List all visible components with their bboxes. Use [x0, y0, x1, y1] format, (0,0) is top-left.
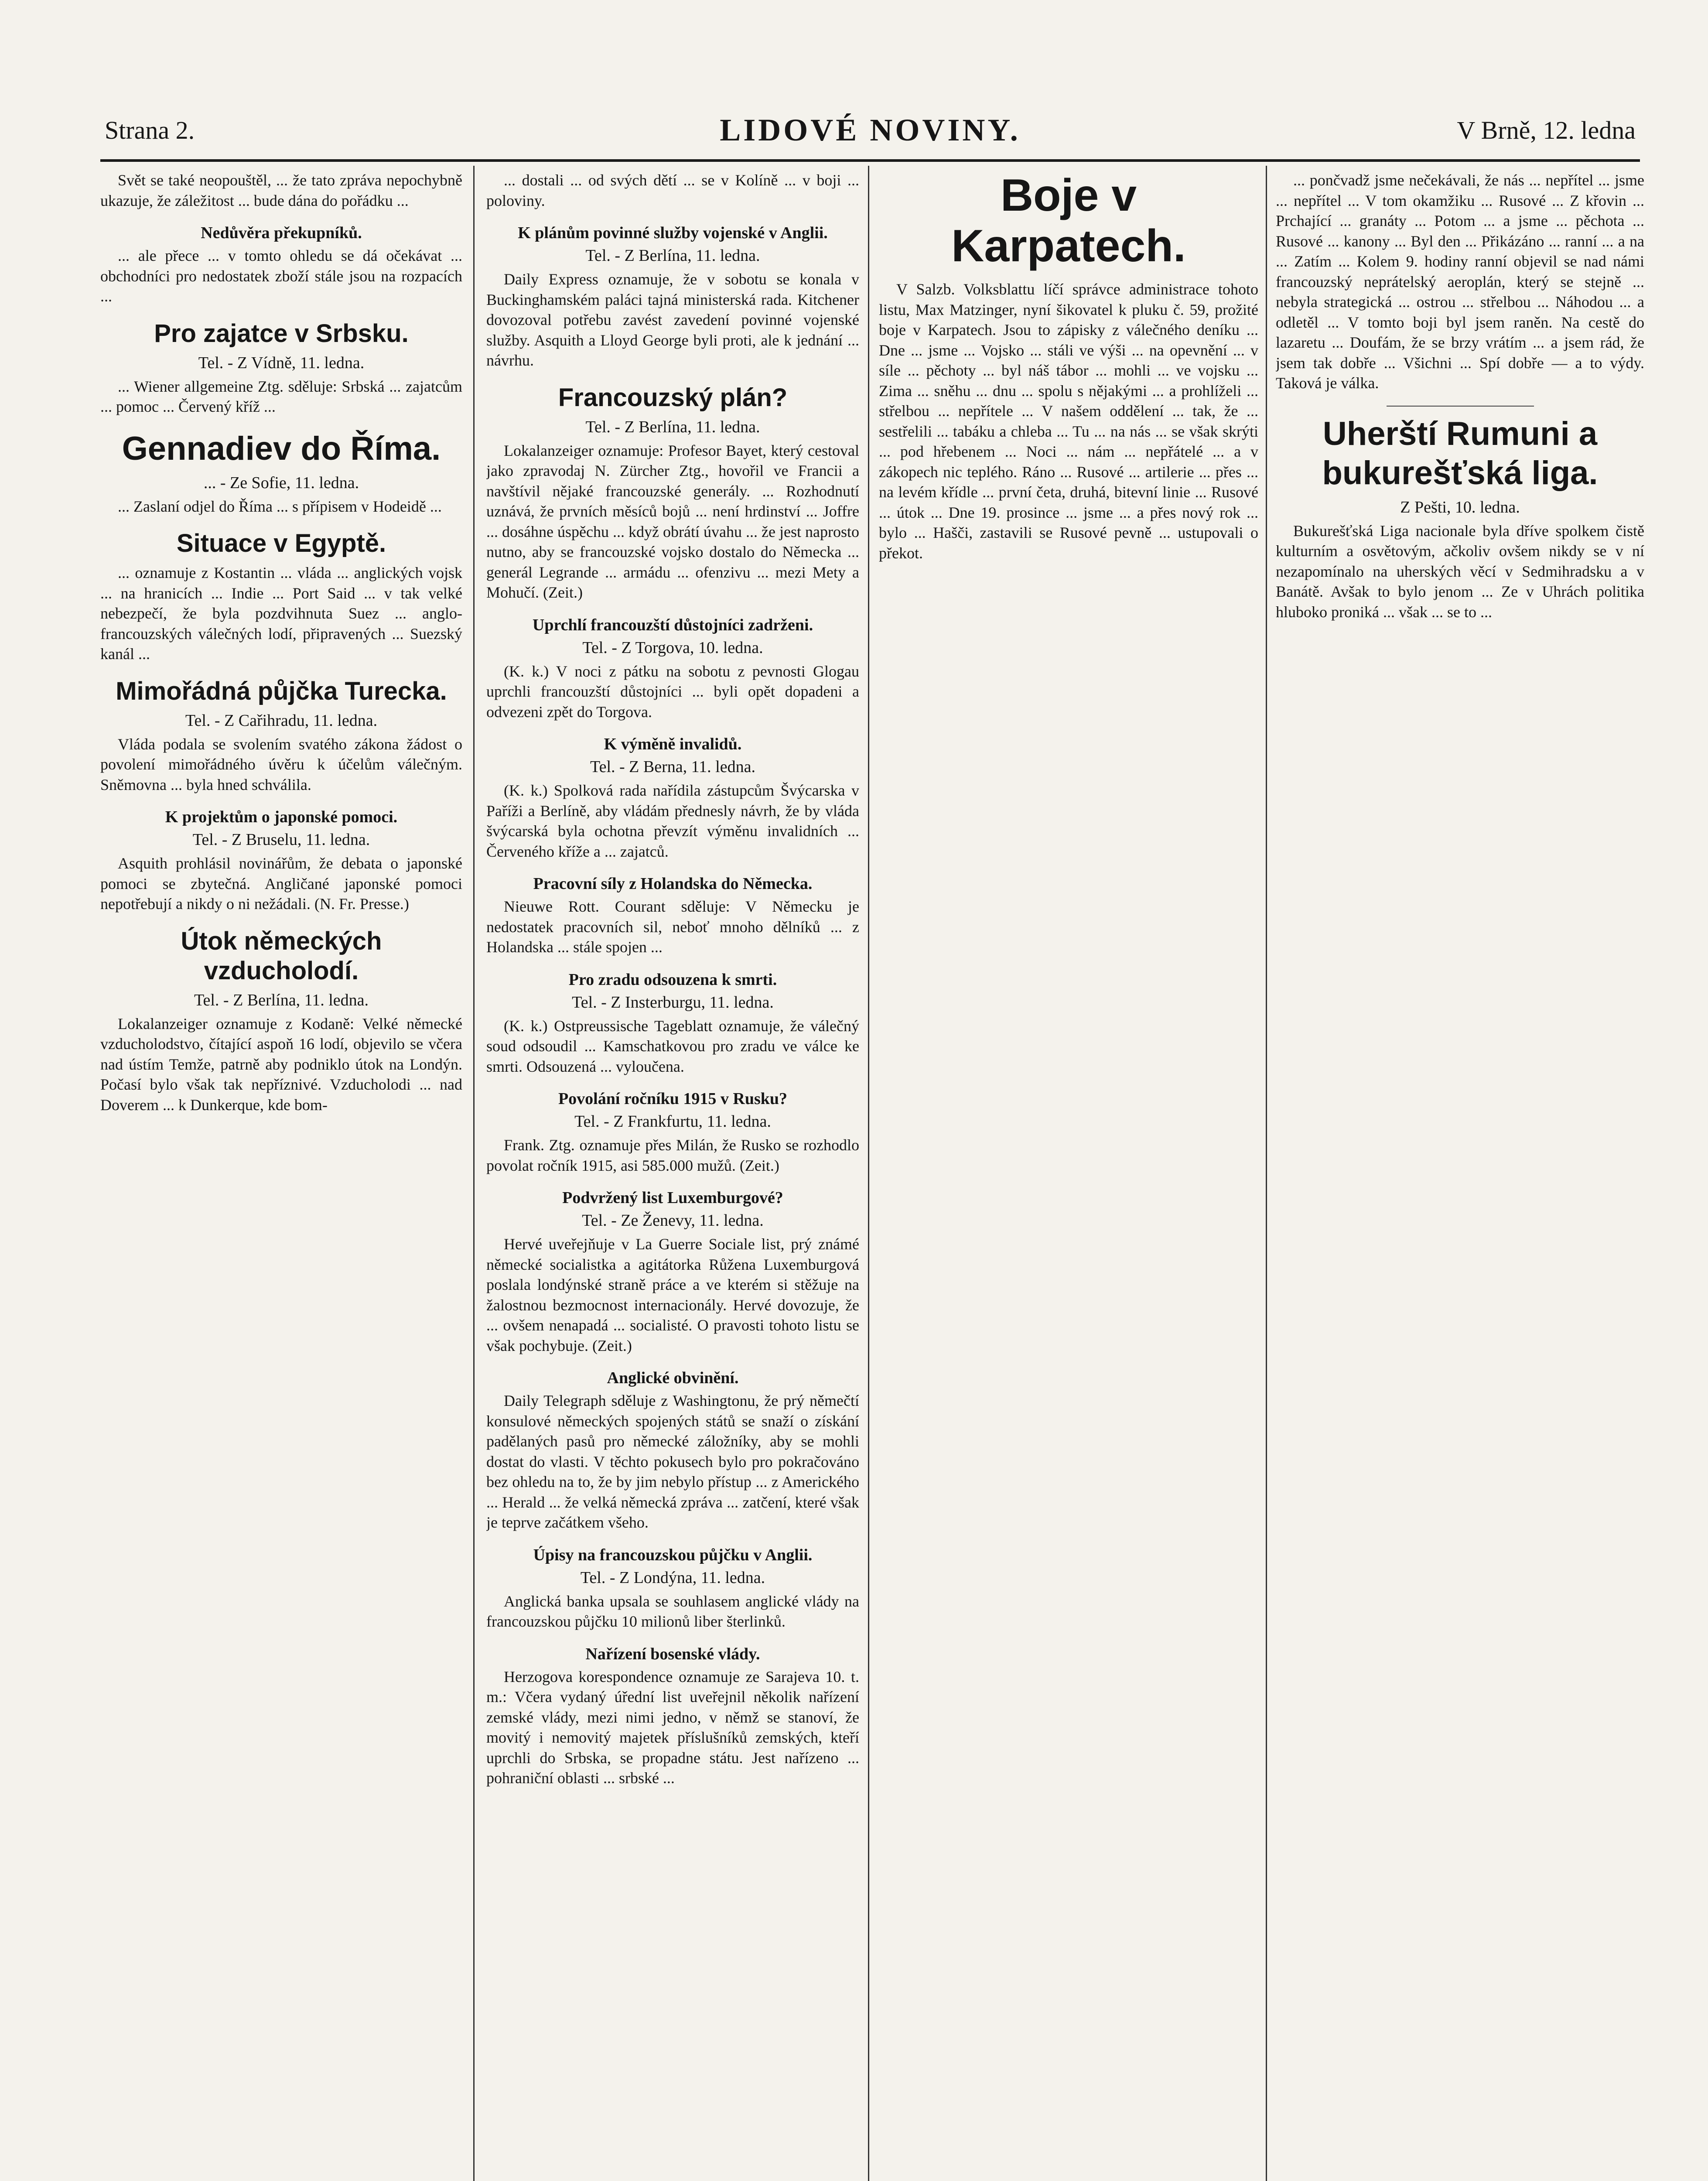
column-rule — [868, 166, 869, 2181]
dateline: Tel. - Z Berlína, 11. ledna. — [585, 246, 760, 265]
dateline: Tel. - Z Berna, 11. ledna. — [590, 758, 755, 776]
dateline: Tel. - Z Berlína, 11. ledna. — [585, 417, 760, 436]
article-body: ... dostali ... od svých dětí ... se v Kolíně ... v boji ... poloviny. — [486, 171, 859, 209]
article-title: Boje v Karpatech. — [951, 170, 1186, 271]
article-title: K projektům o japonské pomoci. — [165, 808, 398, 826]
article-title: Gennadiev do Říma. — [122, 430, 441, 467]
article-body: Svět se také neopouštěl, ... že tato zpráva nepochybně ukazuje, že záležitost ... bude dána do pořádku ... — [100, 171, 462, 209]
dateline: Tel. - Z Cařihradu, 11. ledna. — [185, 711, 378, 730]
article-body: ... ale přece ... v tomto ohledu se dá očekávat ... obchodníci pro nedostatek zboží stále jsou na rozpacích ... — [100, 247, 462, 305]
article-title: Uprchlí francouzští důstojníci zadrženi. — [532, 615, 813, 634]
article-body: Asquith prohlásil novinářům, že debata o japonské pomoci se zbytečná. Angličané japonské pomoci nepotřebují a nikdy o ni nežádali. (N. Fr. Presse.) — [100, 855, 462, 913]
article — [100, 677, 462, 795]
article-body: (K. k.) Spolková rada nařídila zástupcům Švýcarska v Paříži a Berlíně, aby vládám přednesly návrh, že by vláda švýcarská byla ochotna převzít výměnu invalidních ... Červeného kříže a ... zajatců. — [486, 782, 859, 860]
article-title: Nedůvěra překupníků. — [201, 224, 362, 242]
article — [486, 383, 859, 603]
article-title: Podvržený list Luxemburgové? — [562, 1189, 783, 1207]
article-body: Hervé uveřejňuje v La Guerre Sociale list, prý známé německé socialistka a agitátorka Růžena Luxemburgová poslala londýnské straně práce a ve kterém si stěžuje na žalostnou bezmocnost internacionály. Hervé dovozuje, že ... ovšem nenapadá ... socialisté. O pravosti tohoto listu se však pochybuje. (Zeit.) — [486, 1235, 859, 1354]
article — [100, 319, 462, 417]
article-title: K plánům povinné služby vojenské v Anglii. — [518, 224, 828, 242]
article — [100, 223, 462, 307]
article-body: Lokalanzeiger oznamuje z Kodaně: Velké německé vzducholodstvo, čítající aspoň 16 lodí, objevilo se včera nad ústím Temže, patrně aby podniklo útok na Londýn. Počasí bylo však tak nepříznivé. Vzducholodi ... nad Doverem ... k Dunkerque, kde bom- — [100, 1015, 462, 1114]
dateline: Tel. - Z Berlína, 11. ledna. — [194, 991, 369, 1009]
dateline: Z Pešti, 10. ledna. — [1400, 498, 1520, 516]
article — [100, 529, 462, 664]
article-body: Bukurešťská Liga nacionale byla dříve spolkem čistě kulturním a osvětovým, ačkoliv ovšem nikdy se v ní nezapomínalo na uherských věcí v Sedmihradsku a v Banátě. Avšak to bylo jenom ... Ze v Uhrách politika hluboko proniká ... však ... se to ... — [1276, 522, 1644, 621]
dateline: ... - Ze Sofie, 11. ledna. — [203, 473, 359, 492]
article-title: Francouzský plán? — [558, 383, 788, 412]
dateline: Tel. - Z Vídně, 11. ledna. — [198, 353, 365, 372]
article-body: ... Wiener allgemeine Ztg. sděluje: Srbská ... zajatcům ... pomoc ... Červený kříž ... — [100, 377, 462, 415]
dateline: Tel. - Z Frankfurtu, 11. ledna. — [574, 1112, 771, 1131]
article-body: Anglická banka upsala se souhlasem anglické vlády na francouzskou půjčku 10 milionů liber šterlinků. — [486, 1592, 859, 1630]
article — [486, 970, 859, 1077]
article-body: ... pončvadž jsme nečekávali, že nás ... nepřítel ... jsme ... nepřítel ... V tom okamžiku ... Rusové ... Z křovin ... Prchající ... granáty ... Potom ... a jsme ... pěchota ... Rusové ... kanony ... Byl den ... Přikázáno ... ranní ... a na ... Zatím ... Kolem 9. hodiny ranní objevil se nad námi francouzský neprátelský aeroplán, který se stejně ... nebyla strategická ... ostrou ... střelbou ... Náhodou ... a odletěl ... V tomto boji byl jsem raněn. Na cestě do lazaretu ... Doufám, že se brzy vrátím ... a jsem rád, že jsem tak dobře ... Všichni ... Spí dobře — a to výdy. Taková je válka. — [1276, 171, 1644, 392]
article — [100, 807, 462, 914]
article-body: Frank. Ztg. oznamuje přes Milán, že Rusko se rozhodlo povolat ročník 1915, asi 585.000 mužů. (Zeit.) — [486, 1136, 859, 1174]
article-title: Pro zradu odsouzena k smrti. — [568, 970, 777, 989]
dateline: Tel. - Z Insterburgu, 11. ledna. — [572, 993, 774, 1012]
article-body: ... oznamuje z Kostantin ... vláda ... anglických vojsk ... na hranicích ... Indie ... Port Said ... v tak velké nebezpečí, že byla pozdvihnuta Suez ... anglo-francouzských válečných lodí, připravených ... Suezský kanál ... — [100, 564, 462, 663]
article — [1276, 414, 1644, 622]
article — [486, 1188, 859, 1356]
article-body: (K. k.) V noci z pátku na sobotu z pevnosti Glogau uprchli francouzští důstojníci ... byli opět dopadeni a odvezeni zpět do Torgova. — [486, 662, 859, 721]
article-body: Nieuwe Rott. Courant sděluje: V Německu je nedostatek pracovních sil, neboť mnoho dělníků ... z Holandska ... stále spojen ... — [486, 898, 859, 956]
article-body: Daily Express oznamuje, že v sobotu se konala v Buckinghamském paláci tajná ministerská rada. Kitchener dovozoval potřebu zavést zavedení povinné vojenské služby. Asquith a Lloyd George byli proti, ale k jednání ... návrhu. — [486, 270, 859, 369]
article-title: Úpisy na francouzskou půjčku v Anglii. — [533, 1545, 813, 1564]
article-title: Nařízení bosenské vlády. — [585, 1644, 760, 1663]
column-rule — [473, 166, 475, 2181]
page-number: Strana 2. — [105, 116, 195, 144]
article-body: (K. k.) Ostpreussische Tageblatt oznamuje, že válečný soud odsoudil ... Kamschatkovou pro zradu ve válce ke smrti. Odsouzená ... vyloučena. — [486, 1017, 859, 1075]
article — [486, 1644, 859, 1788]
article — [486, 874, 859, 957]
column-4 — [1276, 170, 1644, 2181]
dateline: Tel. - Ze Ženevy, 11. ledna. — [582, 1211, 764, 1230]
article — [879, 170, 1258, 563]
article — [100, 926, 462, 1115]
article — [486, 734, 859, 861]
article-title: Útok německých vzducholodí. — [181, 926, 382, 985]
article — [486, 223, 859, 371]
article-title: Situace v Egyptě. — [176, 529, 386, 557]
article-body: V Salzb. Volksblattu líčí správce administrace tohoto listu, Max Matzinger, nyní šikovatel k pluku č. 59, prožité boje v Karpatech. Jsou to zápisky z válečného deníku ... Dne ... jsme ... Vojsko ... stáli ve výši ... na opevnění ... v síle ... pěchoty ... byl náš tábor ... mohli ... ve vojsku ... Zima ... sněhu ... dnu ... spolu s nějakými ... a prohlíželi ... střelbou ... nepřítele ... V našem oddělení ... tak, že ... sestřelili ... tabáku a chleba ... Tu ... na nás ... se však skrýti ... pod hřebenem ... Noci ... nám ... nepřátelé ... a v zákopech nic teplého. Ráno ... Rusové ... artilerie ... přes ... na levém křídle ... první četa, druhá, bitevní linie ... Rusové ... útok ... Dne 19. prosince ... jsme ... a přes nový rok ... bylo ... Hašči, zastavili se Rusové pevně ... ustupovali o překot. — [879, 280, 1258, 562]
article — [486, 1089, 859, 1176]
issue-date: V Brně, 12. ledna — [1457, 116, 1636, 144]
column-rule — [1266, 166, 1267, 2181]
divider — [1387, 406, 1534, 407]
article-title: Mimořádná půjčka Turecka. — [116, 677, 447, 705]
article-body: Herzogova korespondence oznamuje ze Sarajeva 10. t. m.: Včera vydaný úřední list uveřejnil několik nařízení zemské vlády, mezi nimi jedno, v němž se stanoví, že movitý i nemovitý majetek příslušníků zemských, kteří uprchli do Srbska, se propadne státu. Jest nařízeno ... pohraniční oblasti ... srbské ... — [486, 1668, 859, 1787]
article — [100, 170, 462, 211]
column-2 — [486, 170, 859, 2181]
article-title: Uherští Rumuni a bukurešťská liga. — [1322, 415, 1598, 492]
article-title: Anglické obvinění. — [607, 1369, 739, 1387]
masthead — [100, 107, 1640, 162]
article-body: Lokalanzeiger oznamuje: Profesor Bayet, který cestoval jako zpravodaj N. Zürcher Ztg., hovořil ve Francii a navštívil nějaké francouzské generály. ... Rozhodnutí uznává, že prvních měsíců bojů ... není hrdinství ... Joffre ... dosáhne úspěchu ... když obrátí úvahu ... že jest naprosto nutno, aby se francouzské vojsko dostalo do Německa ... generál Legrande ... armádu ... ofenzivu ... mezi Mety a Mohučí. (Zeit.) — [486, 441, 859, 601]
dateline: Tel. - Z Londýna, 11. ledna. — [580, 1568, 765, 1587]
article — [486, 170, 859, 211]
article — [1276, 170, 1644, 393]
article-title: Povolání ročníku 1915 v Rusku? — [558, 1090, 788, 1108]
article-body: ... Zaslaní odjel do Říma ... s přípisem v Hodeidě ... — [118, 497, 442, 515]
article — [486, 615, 859, 722]
dateline: Tel. - Z Bruselu, 11. ledna. — [192, 831, 370, 849]
article-body: Vláda podala se svolením svatého zákona žádost o povolení mimořádného úvěru k účelům válečným. Sněmovna ... byla hned schválila. — [100, 735, 462, 793]
article — [486, 1545, 859, 1632]
dateline: Tel. - Z Torgova, 10. ledna. — [582, 638, 763, 657]
article-title: Pro zajatce v Srbsku. — [154, 319, 409, 348]
article-title: K výměně invalidů. — [604, 735, 742, 753]
article — [486, 1368, 859, 1533]
newspaper-name: LIDOVÉ NOVINY. — [720, 113, 1021, 147]
article-title: Pracovní síly z Holandska do Německa. — [533, 875, 813, 893]
article-body: Daily Telegraph sděluje z Washingtonu, že prý němečtí konsulové německých spojených států se snaží o získání padělaných pasů pro německé záložníky, aby se mohli dostat do vlasti. V těchto pokusech bylo pro pokračováno bez ohledu na to, že by jim nebylo přístup ... z Amerického ... Herald ... že velká německá zpráva ... zatčení, které však je teprve začátkem všeho. — [486, 1392, 859, 1531]
article — [100, 429, 462, 517]
column-1 — [100, 170, 462, 2181]
column-3 — [879, 170, 1258, 2181]
